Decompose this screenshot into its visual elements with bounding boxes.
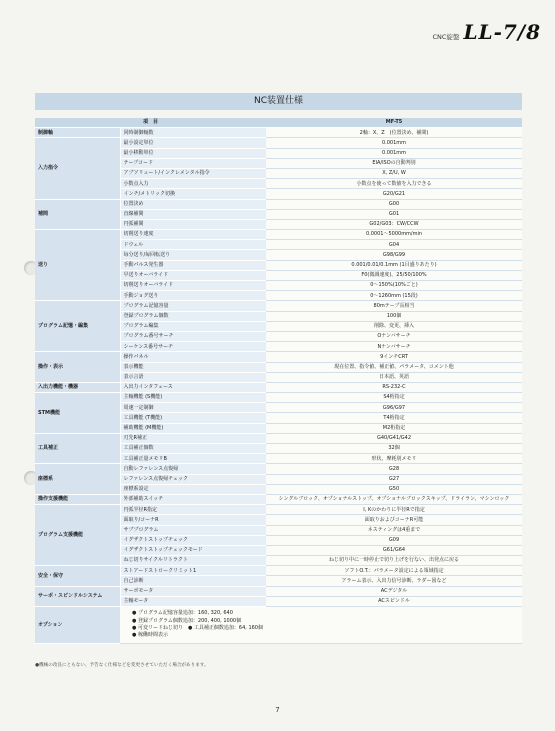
item-cell: プログラム編集 — [120, 321, 266, 331]
item-cell: 操作パネル — [120, 352, 266, 362]
item-cell: 工具機能 (T機能) — [120, 413, 266, 423]
value-cell: 32個 — [266, 444, 522, 454]
table-row — [35, 352, 522, 362]
value-cell: S4桁指定 — [266, 393, 522, 403]
item-cell: 表示機能 — [120, 362, 266, 372]
value-cell: 0.001mm — [266, 148, 522, 158]
item-cell: インチ/メトリック切換 — [120, 189, 266, 199]
item-cell: 外部補助スイッチ — [120, 494, 266, 504]
option-item: ● 稼働時間表示 — [132, 632, 168, 639]
category-cell: プログラム支援機能 — [35, 505, 120, 566]
item-cell: プログラム番号サーチ — [120, 331, 266, 341]
table-row — [35, 464, 522, 474]
value-cell: ACデジタル — [266, 586, 522, 596]
item-cell: 表示言語 — [120, 372, 266, 382]
page-number: 7 — [275, 706, 280, 714]
value-cell: 100個 — [266, 311, 522, 321]
value-cell: G28 — [266, 464, 522, 474]
value-cell: 0.001/0.01/0.1mm (1目盛りあたり) — [266, 260, 522, 270]
value-cell: X, Z/U, W — [266, 168, 522, 178]
category-cell: 操作・表示 — [35, 352, 120, 383]
value-cell: G61/G64 — [266, 545, 522, 555]
value-cell: G00 — [266, 199, 522, 209]
table-row — [35, 433, 522, 443]
item-cell: イグザクトストップチェック — [120, 535, 266, 545]
value-cell: G04 — [266, 240, 522, 250]
section-banner: NC装置仕様 — [35, 93, 522, 110]
item-cell: 工具補正個数 — [120, 444, 266, 454]
item-cell: シーケンス番号サーチ — [120, 342, 266, 352]
item-cell: 刃先R補正 — [120, 433, 266, 443]
item-cell: ストアードストロークリミット1 — [120, 566, 266, 576]
category-cell: 座標系 — [35, 464, 120, 495]
item-cell: アブソリュート/インクレメンタル指令 — [120, 168, 266, 178]
value-cell: G09 — [266, 535, 522, 545]
category-cell: 送り — [35, 230, 120, 301]
item-cell: 切削送りオーバライド — [120, 281, 266, 291]
item-cell: 同時制御軸数 — [120, 128, 266, 138]
value-cell: G98/G99 — [266, 250, 522, 260]
value-cell: ねじ切り中に一時停止で切り上げを行ない、出発点に戻る — [266, 556, 522, 566]
options-list — [120, 607, 522, 644]
table-header-row — [35, 118, 522, 128]
category-cell: 補間 — [35, 199, 120, 230]
footnote: ●機械の改良にともない、予告なく仕様などを変更させていただく場合があります。 — [35, 663, 209, 668]
value-cell: Oナンバサーチ — [266, 331, 522, 341]
value-cell: 形状、摩耗別メモリ — [266, 454, 522, 464]
item-cell: 最小移動単位 — [120, 148, 266, 158]
category-cell: 操作支援機能 — [35, 494, 120, 504]
category-cell: サーボ・スピンドルシステム — [35, 586, 120, 606]
item-cell: 自己診断 — [120, 576, 266, 586]
item-cell: 切削送り速度 — [120, 230, 266, 240]
value-cell: RS-232-C — [266, 382, 522, 392]
item-cell: 主軸モータ — [120, 596, 266, 606]
item-cell: 円弧半径R指定 — [120, 505, 266, 515]
value-cell: G27 — [266, 474, 522, 484]
item-cell: 自動レファレンス点復帰 — [120, 464, 266, 474]
value-cell: ソフトO.T.：パラメータ設定による領域指定 — [266, 566, 522, 576]
item-cell: 周速一定制御 — [120, 403, 266, 413]
category-cell: プログラム記憶・編集 — [35, 301, 120, 352]
option-item: ● 可変リードねじ切り ● 工具補正個数追加：64, 160個 — [132, 625, 263, 631]
item-cell: 面取り/コーナR — [120, 515, 266, 525]
option-item: ● プログラム記憶容量追加：160, 320, 640 — [132, 610, 233, 617]
value-cell: F0(微調速度)、25/50/100% — [266, 270, 522, 280]
category-cell: 入出力機能・機器 — [35, 382, 120, 392]
value-cell: ACスピンドル — [266, 596, 522, 606]
table-row — [35, 301, 522, 311]
value-cell: シングルブロック、オプショナルストップ、オプショナルブロックスキップ、ドライラン、マシンロック — [266, 494, 522, 504]
item-cell: 最小設定単位 — [120, 138, 266, 148]
value-cell: 0.001mm — [266, 138, 522, 148]
value-cell: 0～150%(10%ごと) — [266, 281, 522, 291]
item-cell: 補助機能 (M機能) — [120, 423, 266, 433]
value-cell: 80mテープ長相当 — [266, 301, 522, 311]
item-cell: プログラム記憶容量 — [120, 301, 266, 311]
header-item: 項 目 — [35, 118, 266, 128]
item-cell: 早送りオーバライド — [120, 270, 266, 280]
value-cell: G20/G21 — [266, 189, 522, 199]
table-row — [35, 138, 522, 148]
table-row — [35, 393, 522, 403]
value-cell: G40/G41/G42 — [266, 433, 522, 443]
options-row — [35, 607, 522, 644]
value-cell: 日本語、英語 — [266, 372, 522, 382]
header-subtitle: CNC旋盤 — [432, 33, 460, 41]
value-cell: G01 — [266, 209, 522, 219]
category-cell: 制御軸 — [35, 128, 120, 138]
value-cell: 現在位置、指令値、補正値、パラメータ、コメント他 — [266, 362, 522, 372]
table-row — [35, 382, 522, 392]
table-row — [35, 230, 522, 240]
item-cell: 主軸機能 (S機能) — [120, 393, 266, 403]
model-name: LL-7/8 — [463, 20, 541, 44]
table-row — [35, 199, 522, 209]
item-cell: ドウェル — [120, 240, 266, 250]
table-row — [35, 505, 522, 515]
item-cell: 登録プログラム個数 — [120, 311, 266, 321]
item-cell: 小数点入力 — [120, 179, 266, 189]
item-cell: 工具補正量メモリB — [120, 454, 266, 464]
value-cell: I, Kのかわりに半径Rで指定 — [266, 505, 522, 515]
category-cell: 工具補正 — [35, 433, 120, 464]
item-cell: イグザクトストップチェックモード — [120, 545, 266, 555]
category-cell: 安全・保守 — [35, 566, 120, 586]
catalog-header — [432, 20, 541, 44]
value-cell: 9インチCRT — [266, 352, 522, 362]
value-cell: アラーム表示、入出力信号診断、ラダー図など — [266, 576, 522, 586]
table-row — [35, 586, 522, 596]
item-cell: 円弧補間 — [120, 219, 266, 229]
value-cell: Nナンバサーチ — [266, 342, 522, 352]
value-cell: 0～1260mm (15段) — [266, 291, 522, 301]
item-cell: 手動パルス発生器 — [120, 260, 266, 270]
table-row — [35, 494, 522, 504]
option-item: ● 登録プログラム個数追加：200, 400, 1000個 — [132, 617, 242, 624]
options-category-cell: オプション — [35, 607, 120, 644]
item-cell: 位置決め — [120, 199, 266, 209]
item-cell: テープコード — [120, 158, 266, 168]
value-cell: ネスティングは4重まで — [266, 525, 522, 535]
value-cell: EIA/ISOの自動判別 — [266, 158, 522, 168]
table-row — [35, 566, 522, 576]
item-cell: レファレンス点復帰チェック — [120, 474, 266, 484]
value-cell: G02/G03：CW/CCW — [266, 219, 522, 229]
table-row — [35, 128, 522, 138]
value-cell: G50 — [266, 484, 522, 494]
item-cell: 直線補間 — [120, 209, 266, 219]
value-cell: 0.0001～5000mm/min — [266, 230, 522, 240]
item-cell: 入出力インタフェース — [120, 382, 266, 392]
spec-table — [35, 118, 522, 644]
category-cell: 入力指令 — [35, 138, 120, 199]
item-cell: サブプログラム — [120, 525, 266, 535]
item-cell: ねじ切りサイクルリトラクト — [120, 556, 266, 566]
value-cell: M2桁指定 — [266, 423, 522, 433]
value-cell: 削除、変更、挿入 — [266, 321, 522, 331]
value-cell: 面取りおよびコーナR可能 — [266, 515, 522, 525]
item-cell: 毎分送り/毎回転送り — [120, 250, 266, 260]
spec-table-body — [35, 118, 522, 644]
item-cell: サーボモータ — [120, 586, 266, 596]
category-cell: STM機能 — [35, 393, 120, 434]
value-cell: G96/G97 — [266, 403, 522, 413]
value-cell: T4桁指定 — [266, 413, 522, 423]
header-value: MF-T5 — [266, 118, 522, 128]
item-cell: 座標系設定 — [120, 484, 266, 494]
value-cell: 小数点を使って数値を入力できる — [266, 179, 522, 189]
value-cell: 2軸：X、Z (位置決め、補間) — [266, 128, 522, 138]
item-cell: 手動ジョグ送り — [120, 291, 266, 301]
